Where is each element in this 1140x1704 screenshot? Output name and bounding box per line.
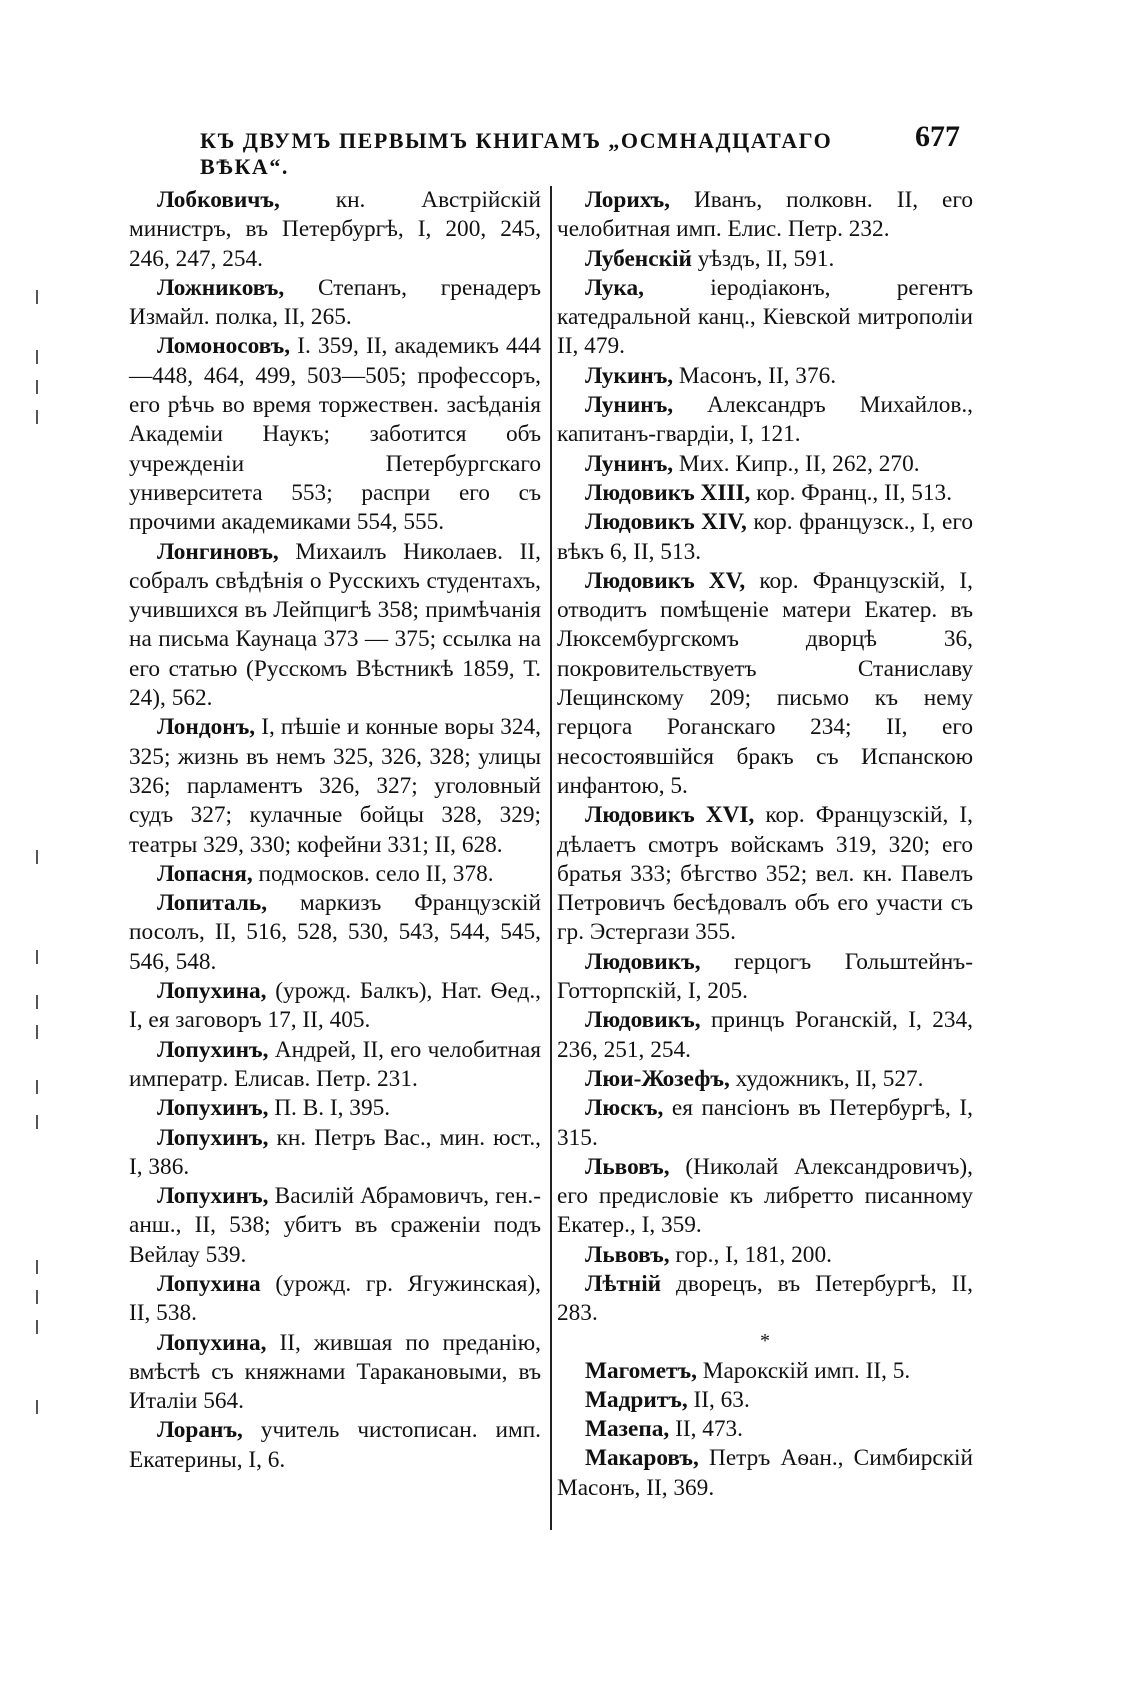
- entry-text: принцъ Роганскій, I, 234, 236, 251, 254.: [557, 1007, 973, 1063]
- index-entry: [557, 508, 973, 567]
- index-entry: [557, 245, 973, 274]
- index-entry: [129, 274, 541, 333]
- index-entry: [557, 1241, 973, 1270]
- index-entry: [129, 1329, 541, 1417]
- headword: Лорихъ,: [585, 187, 670, 213]
- headword: Лоранъ,: [157, 1417, 243, 1444]
- entry-text: уѣздъ, II, 591.: [691, 245, 835, 272]
- entry-text: кн. Австрійскій министръ, въ Петербургѣ, I, 200, 245, 246, 247, 254.: [129, 187, 541, 272]
- entry-text: ея пансіонъ въ Петербургѣ, I, 315.: [557, 1095, 973, 1151]
- entry-text: (урожд. гр. Ягужинская), II, 538.: [129, 1270, 541, 1327]
- headword: Львовъ,: [585, 1241, 670, 1268]
- headword: Люскъ,: [585, 1095, 664, 1122]
- headword: Лунинъ,: [585, 450, 674, 477]
- entry-text: кор. Франц., II, 513.: [750, 479, 953, 506]
- scan-mark: [36, 1025, 38, 1039]
- index-entry: [129, 1124, 541, 1183]
- entry-text: кор. французск., I, его вѣкъ 6, II, 513.: [557, 509, 973, 565]
- entry-text: Александръ Михайлов., капитанъ-гвардіи, I, 121.: [557, 392, 973, 448]
- index-entry: [129, 889, 541, 977]
- index-entry: [129, 1094, 541, 1123]
- entry-text: герцогъ Гольштейнъ-Готторпскій, I, 205.: [557, 948, 973, 1005]
- headword: Лунинъ,: [585, 392, 674, 419]
- scan-mark: [36, 850, 38, 864]
- index-entry: [557, 479, 973, 508]
- index-entry: [557, 1357, 973, 1386]
- headword: Лопухина,: [157, 1329, 267, 1356]
- entry-text: кор. Французскій, I, дѣлаетъ смотръ войскамъ 319, 320; его братья 333; бѣгство 352; вел. кн. Павелъ Петровичъ бесѣдовалъ объ его участи съ гр. Эстергази 355.: [557, 802, 973, 946]
- headword: Лопухинъ,: [157, 1036, 269, 1063]
- entry-text: II, 473.: [669, 1416, 744, 1443]
- entry-text: Марокскій имп. II, 5.: [696, 1357, 911, 1384]
- index-entry: [557, 567, 973, 801]
- index-entry: [557, 186, 973, 245]
- entry-text: подмосков. село II, 378.: [252, 860, 494, 887]
- entry-text: дворецъ, въ Петербургѣ, II, 283.: [557, 1270, 973, 1327]
- index-entry: [129, 977, 541, 1036]
- headword: Лопухина,: [157, 978, 267, 1005]
- headword: Людовикъ XV,: [585, 567, 746, 594]
- entry-text: I, пѣшіе и конные воры 324, 325; жизнь въ немъ 325, 326, 328; улицы 326; парламентъ 326, 327; уголовный судъ 327; кулачные бойцы 328, 329; театры 329, 330; кофейни 331; II, 628.: [129, 714, 541, 858]
- entry-text: II, жившая по преданію, вмѣстѣ съ княжнами Таракановыми, въ Италіи 564.: [129, 1329, 541, 1415]
- entry-text: Петръ Аѳан., Симбирскій Масонъ, II, 369.: [557, 1445, 973, 1501]
- headword: Лука,: [585, 274, 644, 301]
- entry-text: художникъ, II, 527.: [729, 1065, 924, 1092]
- running-head: КЪ ДВУМЪ ПЕРВЫМЪ КНИГАМЪ „ОСМНАДЦАТАГО ВѢКА“.: [200, 128, 833, 179]
- scan-mark: [36, 1115, 38, 1129]
- headword: Людовикъ,: [585, 1007, 701, 1034]
- headword: Лопухинъ,: [157, 1095, 269, 1122]
- index-entry: [129, 860, 541, 889]
- index-entry: [129, 1270, 541, 1329]
- headword: Людовикъ,: [585, 948, 701, 975]
- scan-mark: [36, 1290, 38, 1304]
- index-entry: [557, 362, 973, 391]
- index-entry: [557, 1415, 973, 1444]
- scan-mark: [36, 995, 38, 1009]
- index-column-right: [557, 186, 973, 1503]
- entry-text: іеродіаконъ, регентъ катедральной канц., Кіевской митрополіи II, 479.: [557, 274, 973, 360]
- scan-mark: [36, 1260, 38, 1274]
- index-entry: [557, 1065, 973, 1094]
- headword: Лобковичъ,: [157, 187, 280, 213]
- headword: Магометъ,: [585, 1357, 697, 1384]
- headword: Ложниковъ,: [157, 274, 285, 301]
- index-entry: [129, 1182, 541, 1270]
- entry-text: кн. Петръ Вас., мин. юст., I, 386.: [129, 1124, 541, 1180]
- index-entry: [557, 1386, 973, 1415]
- entry-text: Андрей, II, его челобитная императр. Елисав. Петр. 231.: [129, 1036, 541, 1092]
- entry-text: Михаилъ Николаев. II, собралъ свѣдѣнія о Русскихъ студентахъ, учившихся въ Лейпцигѣ 358; примѣчанія на письма Каунаца 373 — 375; ссылка на его статью (Русскомъ Вѣстникѣ 1859, Т. 24), 562.: [129, 538, 541, 712]
- entry-text: I. 359, II, академикъ 444—448, 464, 499, 503—505; профессоръ, его рѣчь во время торжествен. засѣданія Академіи Наукъ; заботится объ учрежденіи Петербургскаго университета 553; распри его съ прочими академиками 554, 555.: [129, 333, 541, 536]
- index-column-left: [129, 186, 541, 1475]
- scan-mark: [36, 410, 38, 424]
- entry-text: кор. Французскій, I, отводитъ помѣщеніе матери Екатер. въ Люксембургскомъ дворцѣ 36, покровительствуетъ Станиславу Лещинскому 209; письмо къ нему герцога Роганскаго 234; II, его несостоявшійся бракъ съ Испанскою инфантою, 5.: [557, 567, 973, 799]
- headword: Мадритъ,: [585, 1386, 688, 1413]
- headword: Лопухинъ,: [157, 1124, 269, 1151]
- index-entry: [557, 1006, 973, 1065]
- entry-text: маркизъ Французскій посолъ, II, 516, 528, 530, 543, 544, 545, 546, 548.: [129, 890, 541, 975]
- headword: Лопухинъ,: [157, 1183, 269, 1210]
- index-entry: [557, 274, 973, 362]
- scan-mark: [36, 380, 38, 394]
- headword: Ломоносовъ,: [157, 333, 291, 360]
- headword: Лондонъ,: [157, 714, 256, 741]
- scan-mark: [36, 1320, 38, 1334]
- index-entry: [557, 1270, 973, 1329]
- index-entry: [129, 1416, 541, 1475]
- entry-text: П. В. I, 395.: [268, 1095, 391, 1122]
- index-entry: [557, 1444, 973, 1503]
- entry-text: Василій Абрамовичъ, ген.-анш., II, 538; убитъ въ сраженіи подъ Вейлау 539.: [129, 1183, 541, 1268]
- headword: Лопухина: [157, 1270, 261, 1297]
- headword: Лопиталь,: [157, 890, 268, 917]
- scan-mark: [36, 1400, 38, 1414]
- scan-mark: [36, 1080, 38, 1094]
- page-number: 677: [915, 120, 960, 153]
- entry-text: Мих. Кипр., II, 262, 270.: [673, 450, 920, 477]
- index-entry: [557, 801, 973, 947]
- headword: Люи-Жозефъ,: [585, 1065, 730, 1092]
- index-entry: [557, 1153, 973, 1241]
- headword: Мазепа,: [585, 1416, 670, 1443]
- headword: Людовикъ XIII,: [585, 479, 751, 506]
- headword: Лопасня,: [157, 860, 253, 887]
- headword: Людовикъ XVI,: [585, 802, 755, 829]
- scan-mark: [36, 290, 38, 304]
- scan-mark: [36, 950, 38, 964]
- index-entry: [129, 332, 541, 537]
- index-entry: [557, 391, 973, 450]
- headword: Лѣтній: [585, 1270, 662, 1297]
- entry-text: (урожд. Балкъ), Нат. Ѳед., I, ея заговоръ 17, II, 405.: [129, 978, 541, 1034]
- index-entry: [129, 186, 541, 274]
- index-entry: [129, 713, 541, 859]
- entry-text: Степанъ, гренадеръ Измайл. полка, II, 265.: [129, 274, 541, 331]
- index-entry: [129, 538, 541, 714]
- index-entry: [557, 1094, 973, 1153]
- headword: Макаровъ,: [585, 1445, 699, 1472]
- scan-mark: [36, 350, 38, 364]
- column-divider: [550, 186, 552, 1530]
- headword: Лубенскій: [585, 245, 692, 272]
- index-entry: [557, 948, 973, 1007]
- section-separator: *: [760, 1329, 770, 1352]
- entry-text: гор., I, 181, 200.: [669, 1241, 832, 1268]
- headword: Львовъ,: [585, 1153, 670, 1180]
- headword: Людовикъ XIV,: [585, 509, 747, 536]
- entry-text: Иванъ, полковн. II, его челобитная имп. Елис. Петр. 232.: [557, 187, 973, 243]
- entry-text: учитель чистописан. имп. Екатерины, I, 6.: [129, 1417, 541, 1473]
- index-entry: [129, 1036, 541, 1095]
- entry-text: II, 63.: [687, 1386, 750, 1413]
- headword: Лонгиновъ,: [157, 538, 279, 565]
- entry-text: Масонъ, II, 376.: [673, 362, 837, 389]
- index-entry: [557, 450, 973, 479]
- headword: Лукинъ,: [585, 362, 674, 389]
- entry-text: (Николай Александровичъ), его предисловіе къ либретто писанному Екатер., I, 359.: [557, 1153, 973, 1239]
